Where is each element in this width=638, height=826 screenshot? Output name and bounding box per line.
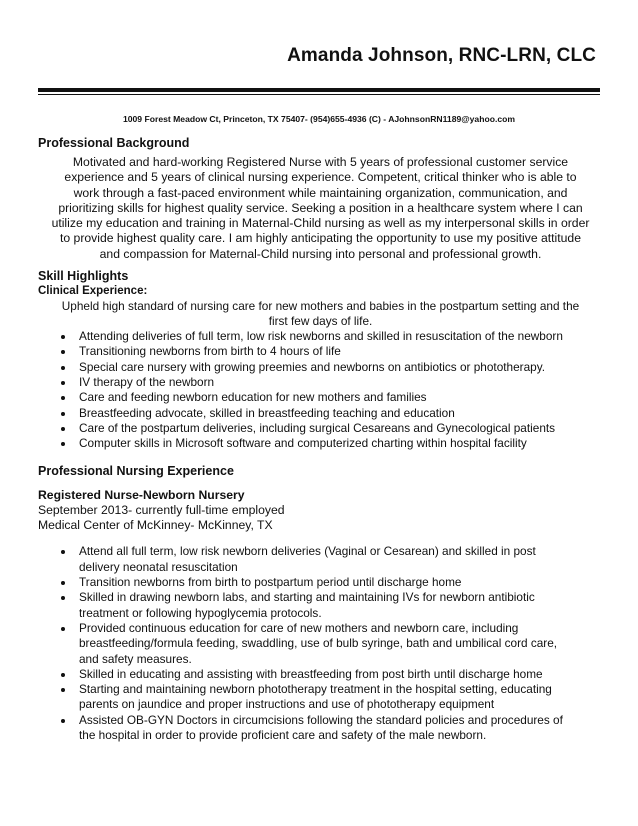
duty-line: Starting and maintaining newborn phototherapy treatment in the hospital setting, educating (79, 682, 552, 697)
summary-line: prioritizing skills for highest quality service. Seeking a position in a healthcare system where I can (58, 200, 583, 215)
skill-item: IV therapy of the newborn (38, 375, 603, 390)
summary-line: experience and 5 years of clinical nursing experience. Competent, critical thinker who is able to (64, 170, 577, 185)
duty-line: delivery neonatal resuscitation (79, 559, 238, 574)
job-duties-list (38, 544, 603, 743)
resume-body (38, 135, 603, 743)
duty-line: Transition newborns from birth to postpartum period until discharge home (79, 575, 462, 590)
summary-line: Motivated and hard-working Registered Nurse with 5 years of professional customer service (72, 155, 569, 169)
clinical-experience-title: Clinical Experience: (38, 285, 148, 298)
skill-item: Transitioning newborns from birth to 4 hours of life (38, 344, 603, 359)
summary-line: and compassion for Maternal-Child nursing into personal and professional growth. (99, 246, 542, 261)
duty-item (38, 713, 603, 744)
contact-info: 1009 Forest Meadow Ct, Princeton, TX 75407- (954)655-4936 (C) - AJohnsonRN1189@yahoo.com (122, 114, 516, 124)
summary-line: utilize my education and training in Maternal-Child nursing as well as my interpersonal skills in order (51, 216, 590, 231)
section-title-experience: Professional Nursing Experience (38, 464, 234, 479)
job-title: Registered Nurse-Newborn Nursery (38, 488, 245, 503)
duty-line: and safety measures. (79, 651, 192, 666)
duty-line: breastfeeding/formula feeding, swaddling, use of bulb syringe, bath and umbilical cord care, (79, 636, 558, 651)
skills-list (38, 329, 603, 451)
job-entry (38, 488, 603, 743)
duty-line: Assisted OB-GYN Doctors in circumcisions following the standard policies and procedures of (79, 712, 563, 727)
summary-line: work through a fast-paced environment while maintaining organization, communication, and (73, 185, 568, 200)
duty-line: Skilled in drawing newborn labs, and starting and maintaining IVs for newborn antibiotic (79, 590, 535, 605)
duty-line: Provided continuous education for care of new mothers and newborn care, including (79, 620, 519, 635)
duty-item (38, 682, 603, 713)
summary-line: to provide highest quality care. I am highly anticipating the opportunity to use my positive attitude (60, 231, 581, 246)
duty-item (38, 575, 603, 590)
duty-item (38, 667, 603, 682)
header-divider-thick (38, 88, 600, 92)
duty-line: Skilled in educating and assisting with breastfeeding from post birth until discharge home (79, 666, 543, 681)
candidate-name: Amanda Johnson, RNC-LRN, CLC (287, 45, 596, 66)
skill-item: Breastfeeding advocate, skilled in breastfeeding teaching and education (38, 406, 603, 421)
skill-item: Attending deliveries of full term, low risk newborns and skilled in resuscitation of the newborn (38, 329, 603, 344)
duty-line: treatment or following hypoglycemia protocols. (79, 605, 322, 620)
duty-item (38, 621, 603, 667)
duty-line: Attend all full term, low risk newborn deliveries (Vaginal or Cesarean) and skilled in post (79, 544, 536, 559)
duty-item (38, 544, 603, 575)
background-summary (32, 155, 609, 262)
duty-item (38, 590, 603, 621)
skill-item: Care and feeding newborn education for new mothers and families (38, 390, 603, 405)
clinical-intro-line: first few days of life. (268, 314, 373, 329)
duty-line: parents on jaundice and proper instructions and use of phototherapy equipment (79, 697, 495, 712)
skill-item: Special care nursery with growing preemies and newborns on antibiotics or phototherapy. (38, 360, 603, 375)
section-title-skills: Skill Highlights (38, 269, 129, 284)
skill-item: Computer skills in Microsoft software and computerized charting within hospital facility (38, 436, 603, 451)
duty-line: the hospital in order to provide proficient care and safety of the male newborn. (79, 728, 487, 743)
clinical-intro-line: Upheld high standard of nursing care for new mothers and babies in the postpartum setting and the (61, 299, 580, 314)
section-title-background: Professional Background (38, 136, 190, 150)
job-employer: Medical Center of McKinney- McKinney, TX (38, 517, 273, 532)
header-divider-thin (38, 94, 600, 95)
skill-item: Care of the postpartum deliveries, including surgical Cesareans and Gynecological patients (38, 421, 603, 436)
job-dates: September 2013- currently full-time employed (38, 503, 285, 518)
